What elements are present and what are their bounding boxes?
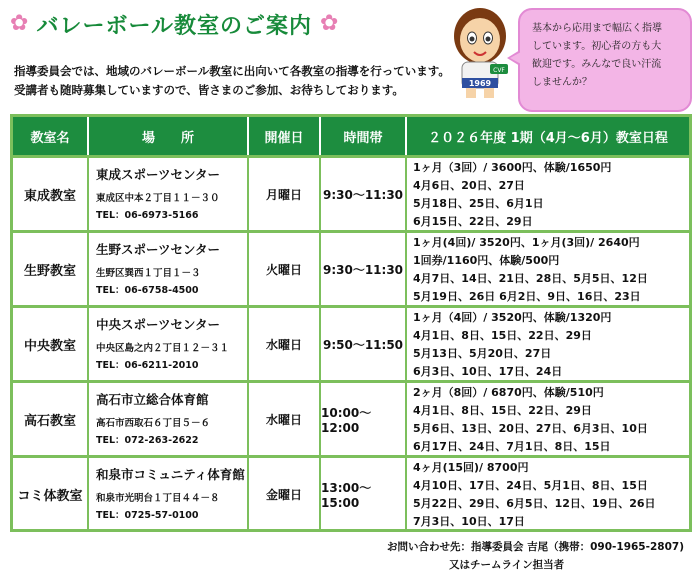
schedule-line: 7月3日、10日、17日 bbox=[413, 515, 525, 528]
location-cell bbox=[89, 383, 249, 455]
table-row bbox=[13, 230, 689, 305]
schedule-cell bbox=[407, 158, 689, 230]
schedule-table bbox=[10, 114, 692, 532]
schedule-line: 1ヶ月(4回)/ 3520円、1ヶ月(3回)/ 2640円 bbox=[413, 236, 640, 249]
flower-icon: ✿ bbox=[10, 11, 29, 36]
class-day: 月曜日 bbox=[249, 158, 321, 230]
bubble-line: 基本から応用まで幅広く指導 bbox=[532, 23, 662, 34]
class-time: 9:30～11:30 bbox=[321, 233, 407, 305]
mascot-badge: 1969 bbox=[468, 79, 492, 88]
schedule-line: 1ヶ月（4回）/ 3520円、体験/1320円 bbox=[413, 311, 612, 324]
page-title bbox=[10, 6, 338, 42]
schedule-line: 1回券/1160円、体験/500円 bbox=[413, 254, 560, 267]
flower-icon: ✿ bbox=[320, 11, 339, 36]
venue-name: 和泉市コミュニティ体育館 bbox=[96, 467, 245, 482]
class-time: 10:00～12:00 bbox=[321, 383, 407, 455]
title-text: バレーボール教室のご案内 bbox=[36, 13, 312, 39]
table-header bbox=[13, 117, 689, 155]
class-time: 13:00～15:00 bbox=[321, 458, 407, 530]
speech-bubble bbox=[518, 8, 692, 112]
venue-phone: TEL：06-6973-5166 bbox=[96, 210, 199, 221]
venue-phone: TEL：072-263-2622 bbox=[96, 435, 199, 446]
venue-name: 中央スポーツセンター bbox=[96, 317, 221, 332]
schedule-line: 5月13日、5月20日、27日 bbox=[413, 347, 552, 360]
schedule-cell bbox=[407, 233, 689, 305]
classroom-name: 東成教室 bbox=[13, 158, 89, 230]
header-schedule: ２０２６年度 1期（4月～6月）教室日程 bbox=[428, 130, 668, 146]
venue-phone: TEL：06-6211-2010 bbox=[96, 360, 199, 371]
schedule-cell bbox=[407, 308, 689, 380]
location-cell bbox=[89, 308, 249, 380]
header-time: 時間帯 bbox=[321, 117, 407, 155]
schedule-line: 4月7日、14日、21日、28日、5月5日、12日 bbox=[413, 272, 648, 285]
contact-alt-line: 又はチームライン担当者 bbox=[448, 559, 565, 571]
class-day: 水曜日 bbox=[249, 383, 321, 455]
class-time: 9:30～11:30 bbox=[321, 158, 407, 230]
venue-address: 和泉市光明台１丁目４４－８ bbox=[96, 493, 220, 504]
schedule-line: 5月22日、29日、6月5日、12日、19日、26日 bbox=[413, 497, 656, 510]
location-cell bbox=[89, 458, 249, 530]
bubble-line: 歓迎です。みんなで良い汗流 bbox=[532, 59, 662, 70]
schedule-line: 2ヶ月（8回）/ 6870円、体験/510円 bbox=[413, 386, 604, 399]
intro-text bbox=[14, 62, 450, 100]
intro-line: 受講者も随時募集していますので、皆さまのご参加、お待ちしております。 bbox=[14, 83, 404, 97]
bubble-line: しています。初心者の方も大 bbox=[532, 41, 662, 52]
schedule-cell bbox=[407, 383, 689, 455]
schedule-line: 5月19日、26日 6月2日、9日、16日、23日 bbox=[413, 290, 641, 303]
schedule-line: 4月10日、17日、24日、5月1日、8日、15日 bbox=[413, 479, 648, 492]
venue-phone: TEL：0725-57-0100 bbox=[96, 510, 199, 521]
venue-address: 生野区巽西１丁目１－３ bbox=[96, 268, 201, 279]
class-time: 9:50～11:50 bbox=[321, 308, 407, 380]
venue-name: 高石市立総合体育館 bbox=[96, 392, 209, 407]
class-day: 火曜日 bbox=[249, 233, 321, 305]
venue-phone: TEL：06-6758-4500 bbox=[96, 285, 199, 296]
schedule-line: 6月3日、10日、17日、24日 bbox=[413, 365, 563, 378]
venue-address: 東成区中本２丁目１１－３０ bbox=[96, 193, 220, 204]
header-location: 場 所 bbox=[89, 117, 249, 155]
class-day: 金曜日 bbox=[249, 458, 321, 530]
schedule-line: 5月18日、25日、6月1日 bbox=[413, 197, 544, 210]
classroom-name: 生野教室 bbox=[13, 233, 89, 305]
class-day: 水曜日 bbox=[249, 308, 321, 380]
contact-line: お問い合わせ先：指導委員会 吉尾（携帯：090-1965-2807) bbox=[386, 541, 684, 553]
classroom-name: 高石教室 bbox=[13, 383, 89, 455]
bubble-line: しませんか？ bbox=[532, 77, 592, 88]
table-row bbox=[13, 155, 689, 230]
venue-name: 東成スポーツセンター bbox=[96, 167, 221, 182]
schedule-line: 1ヶ月（3回）/ 3600円、体験/1650円 bbox=[413, 161, 612, 174]
schedule-line: 4月6日、20日、27日 bbox=[413, 179, 525, 192]
speech-bubble-text bbox=[532, 20, 682, 92]
mascot-illustration bbox=[450, 6, 510, 100]
schedule-line: 4月1日、8日、15日、22日、29日 bbox=[413, 329, 592, 342]
table-row bbox=[13, 380, 689, 455]
location-cell bbox=[89, 158, 249, 230]
header-day: 開催日 bbox=[249, 117, 321, 155]
mascot-emblem: CVF bbox=[493, 67, 505, 74]
contact-footer bbox=[387, 538, 684, 574]
table-row bbox=[13, 455, 689, 530]
schedule-line: 4ヶ月(15回)/ 8700円 bbox=[413, 461, 529, 474]
table-row bbox=[13, 305, 689, 380]
venue-name: 生野スポーツセンター bbox=[96, 242, 221, 257]
schedule-cell bbox=[407, 458, 689, 530]
location-cell bbox=[89, 233, 249, 305]
venue-address: 高石市西取石６丁目５－６ bbox=[96, 418, 211, 429]
header-classroom: 教室名 bbox=[13, 117, 89, 155]
schedule-line: 5月6日、13日、20日、27日、6月3日、10日 bbox=[413, 422, 648, 435]
intro-line: 指導委員会では、地域のバレーボール教室に出向いて各教室の指導を行っています。 bbox=[14, 64, 450, 78]
classroom-name: 中央教室 bbox=[13, 308, 89, 380]
schedule-line: 6月17日、24日、7月1日、8日、15日 bbox=[413, 440, 611, 453]
venue-address: 中央区島之内２丁目１２－３１ bbox=[96, 343, 230, 354]
classroom-name: コミ体教室 bbox=[13, 458, 89, 530]
schedule-line: 6月15日、22日、29日 bbox=[413, 215, 533, 228]
schedule-line: 4月1日、8日、15日、22日、29日 bbox=[413, 404, 592, 417]
